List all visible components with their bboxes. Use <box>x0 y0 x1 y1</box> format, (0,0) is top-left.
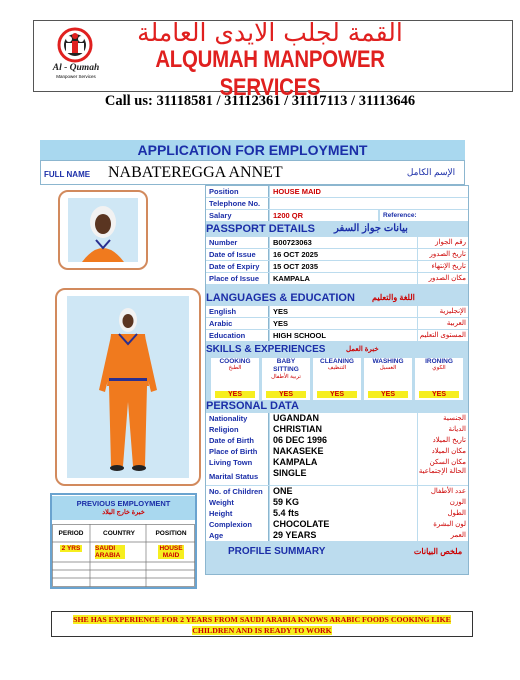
skill-name-arabic: الكوي <box>432 365 446 371</box>
issue-date-value: 16 OCT 2025 <box>270 249 417 260</box>
previous-employment-title-arabic: خبرة خارج البلاد <box>102 509 145 516</box>
passport-row <box>206 273 468 284</box>
personal-label-arabic: الحالة الإجتماعية <box>418 468 468 485</box>
personal-label: Place of Birth <box>206 446 269 457</box>
passport-number-label-arabic: رقم الجواز <box>418 237 468 248</box>
personal-label-arabic: مكان السكن <box>418 457 468 468</box>
languages-section-title: LANGUAGES & EDUCATION <box>206 292 355 304</box>
personal-row <box>206 486 468 497</box>
language-row <box>206 318 468 329</box>
salary-value: 1200 QR <box>270 210 378 221</box>
personal-label-arabic: الطول <box>418 508 468 519</box>
personal-row <box>206 519 468 530</box>
personal-value: ONE <box>270 486 417 497</box>
personal-label-arabic: لون البشرة <box>418 519 468 530</box>
personal-value: 06 DEC 1996 <box>270 435 417 446</box>
skill-cooking <box>211 358 259 400</box>
personal-value: CHOCOLATE <box>270 519 417 530</box>
personal-value: SINGLE <box>270 468 417 485</box>
place-of-issue-value: KAMPALA <box>270 273 417 284</box>
telephone-label: Telephone No. <box>206 198 269 209</box>
personal-label: Living Town <box>206 457 269 468</box>
skill-name: BABY SITTING <box>273 358 299 373</box>
full-body-photo <box>55 288 201 486</box>
position-header: POSITION <box>155 530 187 537</box>
company-title: ALQUMAH MANPOWER SERVICES <box>155 46 385 101</box>
personal-label: Height <box>206 508 269 519</box>
issue-date-label: Date of Issue <box>206 249 269 260</box>
personal-row <box>206 413 468 424</box>
languages-section-header <box>206 291 468 305</box>
telephone-row <box>206 198 468 209</box>
personal-label-arabic: العمر <box>418 530 468 541</box>
reference-label: Reference: <box>380 210 468 221</box>
education-label-arabic: المستوى التعليم <box>419 332 466 339</box>
full-name-label-arabic: الإسم الكامل <box>406 167 456 177</box>
personal-value: 29 YEARS <box>270 530 417 541</box>
passport-row <box>206 249 468 260</box>
arabic-value: YES <box>270 318 417 329</box>
english-label: English <box>206 306 269 317</box>
previous-employment-grid <box>52 524 195 587</box>
personal-section-title: PERSONAL DATA <box>206 400 299 412</box>
personal-label-arabic: مكان الميلاد <box>418 446 468 457</box>
skill-ironing <box>415 358 463 400</box>
arabic-label: Arabic <box>206 318 269 329</box>
english-value: YES <box>270 306 417 317</box>
skill-name-arabic: تربية الأطفال <box>271 374 301 380</box>
education-row <box>206 330 468 341</box>
skill-value: YES <box>266 391 306 398</box>
country-header: COUNTRY <box>103 530 135 537</box>
personal-label-arabic: الديانة <box>418 424 468 435</box>
position-label: Position <box>206 186 269 197</box>
expiry-date-label-arabic: تاريخ الإنتهاء <box>418 261 468 272</box>
skill-baby-sitting <box>262 358 310 400</box>
skills-section-title: SKILLS & EXPERIENCES <box>206 344 326 355</box>
skill-name-arabic: الغسيل <box>379 365 397 371</box>
skills-section-title-arabic: خبرة العمل <box>346 346 379 353</box>
logo-name: Al - Qumah <box>52 63 100 73</box>
form-title: APPLICATION FOR EMPLOYMENT <box>40 140 465 160</box>
personal-value: 5.4 fts <box>270 508 417 519</box>
personal-label: Nationality <box>206 413 269 424</box>
skills-section-header <box>206 343 468 357</box>
country-value: SAUDI ARABIA <box>95 545 125 559</box>
skill-name-arabic: الطبخ <box>228 365 242 371</box>
previous-employment-title: PREVIOUS EMPLOYMENT <box>76 499 171 508</box>
passport-row <box>206 261 468 272</box>
personal-label: Marital Status <box>206 468 269 485</box>
experience-note-text: SHE HAS EXPERIENCE FOR 2 YEARS FROM SAUDI ARABIA KNOWS ARABIC FOODS COOKING LIKE CHILDREN AND IS READY TO WORK <box>73 615 451 635</box>
personal-label: No. of Children <box>206 486 269 497</box>
expiry-date-value: 15 OCT 2035 <box>270 261 417 272</box>
personal-label: Weight <box>206 497 269 508</box>
personal-row <box>206 468 468 485</box>
portrait-photo <box>58 190 148 270</box>
education-label: Education <box>206 330 269 341</box>
personal-row <box>206 457 468 468</box>
personal-label: Age <box>206 530 269 541</box>
personal-row <box>206 446 468 457</box>
skill-value: YES <box>317 391 357 398</box>
personal-label-arabic: الوزن <box>418 497 468 508</box>
personal-value: 59 KG <box>270 497 417 508</box>
skill-washing <box>364 358 412 400</box>
personal-value: CHRISTIAN <box>270 424 417 435</box>
profile-summary-title: PROFILE SUMMARY <box>228 546 326 557</box>
passport-row <box>206 237 468 248</box>
profile-summary-title-arabic: ملخص البيانات <box>413 547 463 556</box>
skill-name: COOKING <box>219 358 251 365</box>
full-name-value: NABATEREGGA ANNET <box>108 164 283 181</box>
contact-numbers: Call us: 31118581 / 31112361 / 31117113 / 31113646 <box>104 93 416 109</box>
personal-label: Complexion <box>206 519 269 530</box>
personal-value: KAMPALA <box>270 457 417 468</box>
passport-number-label: Number <box>206 237 269 248</box>
language-row <box>206 306 468 317</box>
expiry-date-label: Date of Expiry <box>206 261 269 272</box>
personal-value: NAKASEKE <box>270 446 417 457</box>
arabic-label-arabic: العربية <box>418 318 468 329</box>
languages-section-title-arabic: اللغة والتعليم <box>372 293 415 302</box>
skill-value: YES <box>419 391 459 398</box>
passport-section-title: PASSPORT DETAILS <box>206 223 315 235</box>
education-value: HIGH SCHOOL <box>270 330 417 341</box>
prev-position-value: HOUSE MAID <box>159 545 183 559</box>
place-of-issue-label-arabic: مكان الصدور <box>418 273 468 284</box>
place-of-issue-label: Place of Issue <box>206 273 269 284</box>
skill-name: CLEANING <box>320 358 354 365</box>
personal-label-arabic: تاريخ الميلاد <box>418 435 468 446</box>
logo-subtitle: Manpower Services <box>56 74 96 79</box>
previous-employment-header <box>52 496 195 520</box>
personal-section-header <box>206 399 468 413</box>
salary-row <box>206 210 468 221</box>
personal-label: Date of Birth <box>206 435 269 446</box>
telephone-value <box>270 198 468 209</box>
personal-row <box>206 497 468 508</box>
full-name-label: FULL NAME <box>44 170 91 179</box>
personal-row <box>206 530 468 541</box>
personal-label: Religion <box>206 424 269 435</box>
arabic-company-title: القمة لجلب الايدى العاملة <box>137 18 403 47</box>
personal-label-arabic: الجنسية <box>418 413 468 424</box>
skill-name-arabic: التنظيف <box>327 365 347 371</box>
skill-cleaning <box>313 358 361 400</box>
skill-name: IRONING <box>425 358 453 365</box>
personal-value: UGANDAN <box>270 413 417 424</box>
skill-value: YES <box>215 391 255 398</box>
personal-label-arabic: عدد الأطفال <box>418 486 468 497</box>
experience-note <box>51 611 473 637</box>
issue-date-label-arabic: تاريخ الصدور <box>418 249 468 260</box>
personal-row <box>206 424 468 435</box>
period-value: 2 YRS <box>61 545 81 552</box>
english-label-arabic: الإنجليزية <box>418 306 468 317</box>
salary-label: Salary <box>206 210 269 221</box>
position-row <box>206 186 468 197</box>
skill-value: YES <box>368 391 408 398</box>
passport-section-header <box>206 222 468 236</box>
passport-number-value: B00723063 <box>270 237 417 248</box>
passport-section-title-arabic: بيانات جواز السفر <box>334 223 408 234</box>
personal-row <box>206 508 468 519</box>
period-header: PERIOD <box>58 530 84 537</box>
position-value: HOUSE MAID <box>270 186 468 197</box>
skill-name: WASHING <box>372 358 404 365</box>
personal-row <box>206 435 468 446</box>
